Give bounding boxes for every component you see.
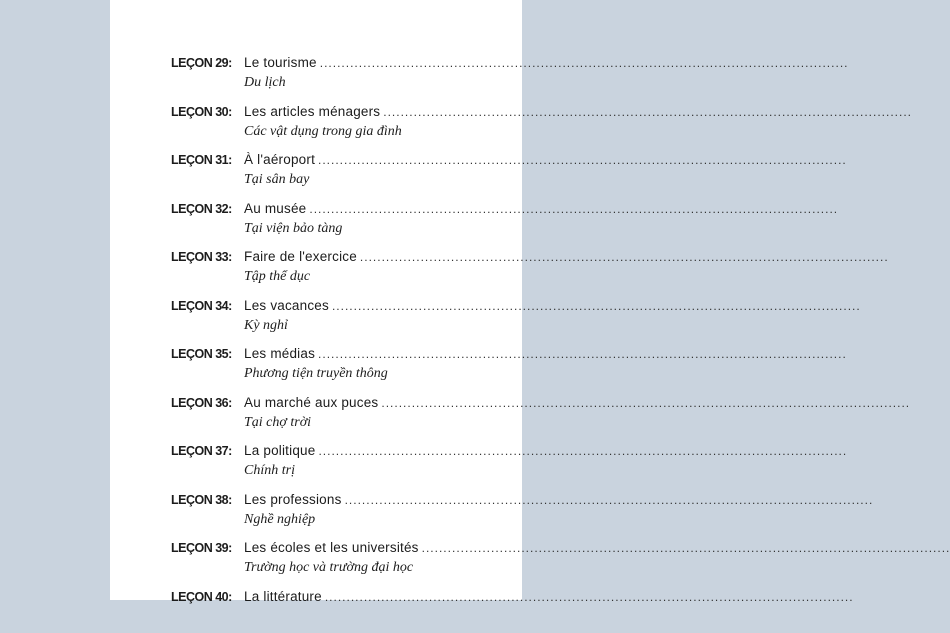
- lesson-title-french: Faire de l'exercice: [244, 249, 357, 264]
- lesson-title-french: Au marché aux puces: [244, 394, 379, 410]
- lesson-title-vietnamese: Tại chợ trời: [244, 414, 312, 430]
- toc-entry-38: [171, 491, 874, 536]
- lesson-title-french: Au musée: [244, 200, 307, 216]
- toc-entry-29: [171, 55, 849, 99]
- dot-leader: ..........................................................................................................................: [331, 298, 861, 313]
- lesson-number: LEÇON 38:: [171, 492, 232, 507]
- dot-leader: ..........................................................................................................................: [324, 589, 854, 604]
- lesson-title-french: La politique: [244, 443, 316, 458]
- lesson-title-french: Les vacances: [244, 297, 329, 313]
- lesson-title-vietnamese: Phương tiện truyền thông: [244, 366, 388, 381]
- lesson-title-french: Les articles ménagers: [244, 103, 381, 119]
- dot-leader: ..........................................................................................................................: [318, 444, 848, 458]
- toc-entry-row: [171, 55, 849, 73]
- toc-entry-row: [171, 152, 847, 170]
- lesson-number: LEÇON 31:: [171, 153, 232, 167]
- toc-entry-row: [171, 588, 854, 607]
- toc-entry-39: [171, 540, 950, 584]
- lesson-title-vietnamese: Tại viện bảo tàng: [244, 220, 343, 236]
- lesson-title-vietnamese: Du lịch: [244, 75, 286, 90]
- lesson-title-french: Les professions: [244, 491, 342, 507]
- toc-entry-33: [171, 249, 889, 293]
- toc-entry-row: [171, 346, 847, 364]
- dot-leader: ..........................................................................................................................: [318, 347, 847, 361]
- toc-entry-row: [171, 394, 911, 413]
- lesson-title-french: La littérature: [244, 588, 322, 604]
- lesson-title-vietnamese: Tại sân bay: [244, 172, 310, 187]
- lesson-title-vietnamese: Các vật dụng trong gia đình: [244, 123, 402, 139]
- toc-entry-36: [171, 394, 911, 439]
- dot-leader: ..........................................................................................................................: [319, 56, 849, 70]
- toc-entry-row: [171, 249, 889, 267]
- lesson-number: LEÇON 36:: [171, 395, 232, 410]
- toc-entry-31: [171, 152, 847, 196]
- toc-entry-row: [171, 200, 839, 219]
- lesson-title-vietnamese: Kỳ nghỉ: [244, 317, 288, 333]
- lesson-number: LEÇON 37:: [171, 444, 232, 458]
- toc-entry-32: [171, 200, 839, 245]
- lesson-number: LEÇON 35:: [171, 347, 232, 361]
- dot-leader: ..........................................................................................................................: [421, 541, 950, 555]
- lesson-title-french: Le tourisme: [244, 55, 317, 70]
- lesson-number: LEÇON 30:: [171, 104, 232, 119]
- dot-leader: ..........................................................................................................................: [309, 201, 839, 216]
- toc-entry-40: [171, 588, 854, 633]
- lesson-number: LEÇON 39:: [171, 541, 232, 555]
- lesson-number: LEÇON 32:: [171, 201, 232, 216]
- lesson-title-vietnamese: Nghề nghiệp: [244, 511, 316, 527]
- toc-entry-35: [171, 346, 847, 390]
- lesson-title-french: À l'aéroport: [244, 152, 316, 167]
- dot-leader: ..........................................................................................................................: [381, 395, 911, 410]
- lesson-title-vietnamese: Trường học và trường đại học: [244, 560, 414, 575]
- dot-leader: ..........................................................................................................................: [383, 104, 913, 119]
- toc-entry-30: [171, 103, 913, 148]
- dot-leader: ..........................................................................................................................: [359, 250, 889, 264]
- toc-entry-34: [171, 297, 861, 342]
- lesson-number: LEÇON 33:: [171, 250, 232, 264]
- toc-entry-37: [171, 443, 848, 487]
- toc-entry-row: [171, 103, 913, 122]
- toc-entry-row: [171, 297, 861, 316]
- lesson-number: LEÇON 40:: [171, 589, 232, 604]
- lesson-title-french: Les médias: [244, 346, 316, 361]
- lesson-number: LEÇON 34:: [171, 298, 232, 313]
- book-page: [110, 0, 950, 604]
- toc-entry-row: [171, 443, 848, 461]
- lesson-number: LEÇON 29:: [171, 56, 232, 70]
- toc-entry-row: [171, 540, 950, 558]
- dot-leader: ..........................................................................................................................: [318, 153, 847, 167]
- lesson-title-vietnamese: Chính trị: [244, 463, 295, 478]
- dot-leader: ..........................................................................................................................: [344, 492, 874, 507]
- toc-entry-row: [171, 491, 874, 510]
- lesson-title-vietnamese: Tập thể dục: [244, 269, 311, 284]
- lesson-title-french: Les écoles et les universités: [244, 540, 419, 555]
